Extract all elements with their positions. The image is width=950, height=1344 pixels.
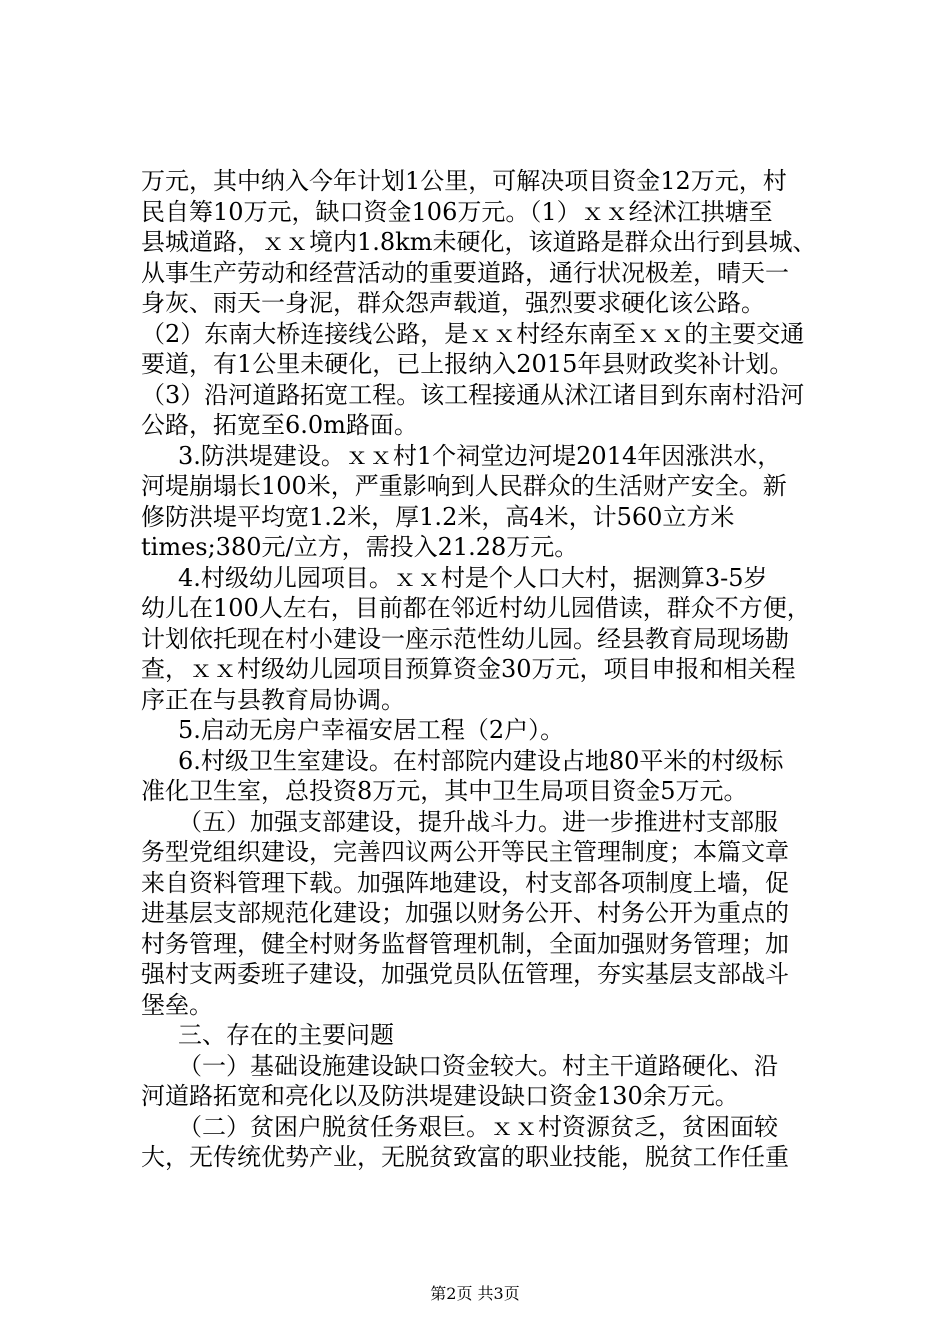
- text-line: 民自筹10万元，缺口资金106万元。（1）ｘｘ经沭江拱塘至: [141, 197, 773, 226]
- text-line: 幼儿在100人左右，目前都在邻近村幼儿园借读，群众不方便，: [141, 594, 811, 622]
- text-line: 强村支两委班子建设，加强党员队伍管理，夯实基层支部战斗: [141, 960, 789, 988]
- text-line: 5.启动无房户幸福安居工程（2户）。: [178, 716, 565, 744]
- text-line: 务型党组织建设，完善四议两公开等民主管理制度；本篇文章: [141, 838, 789, 866]
- text-line: 公路，拓宽至6.0m路面。: [141, 411, 418, 439]
- text-line: 查，ｘｘ村级幼儿园项目预算资金30万元，项目申报和相关程: [141, 655, 796, 683]
- page-number-label: 第2页 共3页: [430, 1284, 520, 1303]
- text-line: （二）贫困户脱贫任务艰巨。ｘｘ村资源贫乏，贫困面较: [178, 1112, 778, 1141]
- text-line: 来自资料管理下载。加强阵地建设，村支部各项制度上墙，促: [141, 868, 789, 897]
- text-line: 要道，有1公里未硬化，已上报纳入2015年县财政奖补计划。: [141, 350, 794, 378]
- text-line: 计划依托现在村小建设一座示范性幼儿园。经县教育局现场勘: [141, 624, 789, 653]
- text-line: 修防洪堤平均宽1.2米，厚1.2米，高4米，计560立方米: [141, 502, 735, 531]
- page-footer: [0, 1284, 950, 1304]
- text-line: 县城道路，ｘｘ境内1.8km未硬化，该道路是群众出行到县城、: [141, 228, 817, 256]
- text-line: 河堤崩塌长100米，严重影响到人民群众的生活财产安全。新: [141, 472, 787, 500]
- text-line: （2）东南大桥连接线公路，是ｘｘ村经东南至ｘｘ的主要交通: [141, 319, 805, 348]
- text-line: 序正在与县教育局协调。: [141, 685, 405, 714]
- text-line: （3）沿河道路拓宽工程。该工程接通从沭江诸目到东南村沿河: [141, 380, 805, 409]
- text-line: （五）加强支部建设，提升战斗力。进一步推进村支部服: [178, 807, 778, 836]
- text-line: 4.村级幼儿园项目。ｘｘ村是个人口大村，据测算3-5岁: [178, 563, 768, 592]
- text-line: 万元，其中纳入今年计划1公里，可解决项目资金12万元，村: [141, 167, 787, 195]
- text-line: （一）基础设施建设缺口资金较大。村主干道路硬化、沿: [178, 1051, 778, 1080]
- text-line: 进基层支部规范化建设；加强以财务公开、村务公开为重点的: [141, 899, 789, 927]
- text-line: 从事生产劳动和经营活动的重要道路，通行状况极差，晴天一: [141, 258, 789, 287]
- text-line: 6.村级卫生室建设。在村部院内建设占地80平米的村级标: [178, 746, 784, 775]
- text-line: 堡垒。: [141, 990, 213, 1019]
- text-line: 河道路拓宽和亮化以及防洪堤建设缺口资金130余万元。: [141, 1082, 739, 1110]
- section-heading: 三、存在的主要问题: [178, 1021, 394, 1049]
- text-line: 准化卫生室，总投资8万元，其中卫生局项目资金5万元。: [141, 777, 748, 805]
- text-line: 大，无传统优势产业，无脱贫致富的职业技能，脱贫工作任重: [141, 1143, 789, 1171]
- text-line: 3.防洪堤建设。ｘｘ村1个祠堂边河堤2014年因涨洪水，: [178, 441, 782, 470]
- text-line: 村务管理，健全村财务监督管理机制，全面加强财务管理；加: [141, 929, 789, 958]
- text-line: 身灰、雨天一身泥，群众怨声载道，强烈要求硬化该公路。: [141, 289, 765, 317]
- text-line: times;380元/立方，需投入21.28万元。: [141, 533, 579, 561]
